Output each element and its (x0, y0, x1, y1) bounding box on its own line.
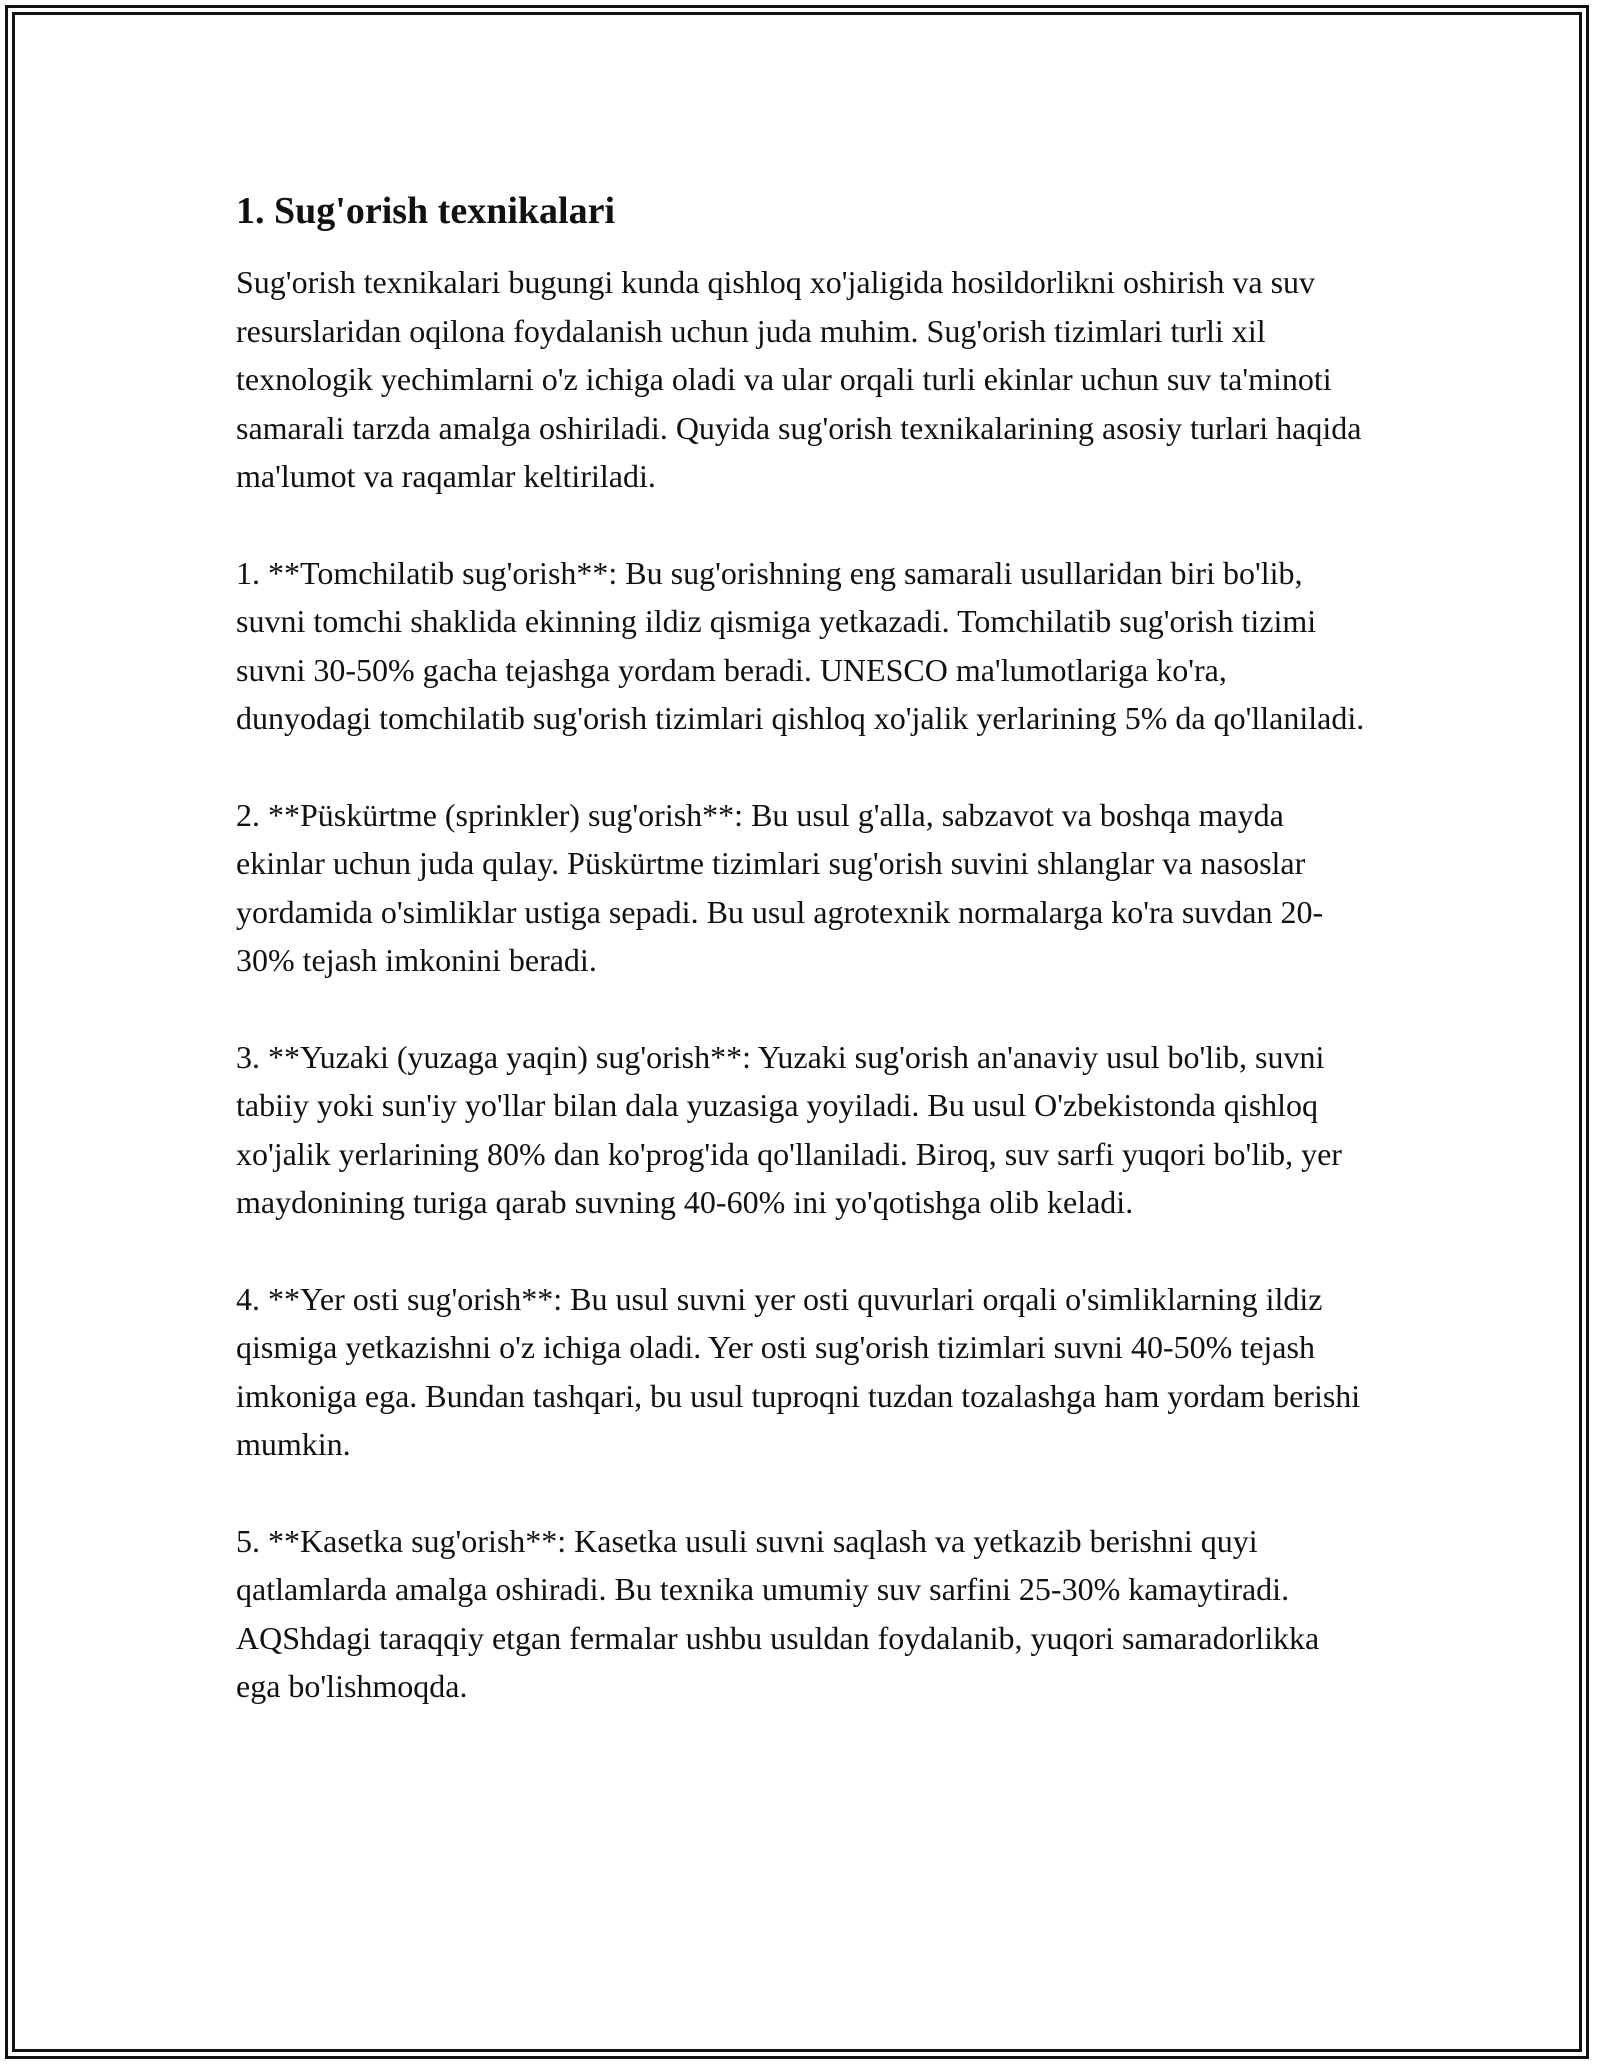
list-item-sprinkler-irrigation: 2. **Püskürtme (sprinkler) sug'orish**: Bu usul g'alla, sabzavot va boshqa mayda ekinlar uchun juda qulay. Püskürtme tizimlari sug'orish suvini shlanglar va nasoslar yordamida o'simliklar ustiga sepadi. Bu usul agrotexnik normalarga ko'ra suvdan 20-30% tejash imkonini beradi. (236, 796, 1324, 978)
intro-paragraph: Sug'orish texnikalari bugungi kunda qishloq xo'jaligida hosildorlikni oshirish va suv resurslaridan oqilona foydalanish uchun juda muhim. Sug'orish tizimlari turli xil texnologik yechimlarni o'z ichiga oladi va ular orqali turli ekinlar uchun suv ta'minoti samarali tarzda amalga oshiriladi. Quyida sug'orish texnikalarining asosiy turlari haqida ma'lumot va raqamlar keltiriladi. (236, 264, 1362, 494)
document-body (236, 186, 1366, 1759)
list-item-cassette-irrigation: 5. **Kasetka sug'orish**: Kasetka usuli suvni saqlash va yetkazib berishni quyi qatlamlarda amalga oshiradi. Bu texnika umumiy suv sarfini 25-30% kamaytiradi. AQShdagi taraqqiy etgan fermalar ushbu usuldan foydalanib, yuqori samaradorlikka ega bo'lishmoqda. (236, 1522, 1320, 1704)
section-heading: 1. Sug'orish texnikalari (236, 190, 615, 232)
list-item-subsurface-irrigation: 4. **Yer osti sug'orish**: Bu usul suvni yer osti quvurlari orqali o'simliklarning ildiz qismiga yetkazishni o'z ichiga oladi. Yer osti sug'orish tizimlari suvni 40-50% tejash imkoniga ega. Bundan tashqari, bu usul tuproqni tuzdan tozalashga ham yordam berishi mumkin. (236, 1280, 1361, 1462)
list-item-surface-irrigation: 3. **Yuzaki (yuzaga yaqin) sug'orish**: Yuzaki sug'orish an'anaviy usul bo'lib, suvni tabiiy yoki sun'iy yo'llar bilan dala yuzasiga yoyiladi. Bu usul O'zbekistonda qishloq xo'jalik yerlarining 80% dan ko'prog'ida qo'llaniladi. Biroq, suv sarfi yuqori bo'lib, yer maydonining turiga qarab suvning 40-60% ini yo'qotishga olib keladi. (236, 1038, 1342, 1220)
list-item-drip-irrigation: 1. **Tomchilatib sug'orish**: Bu sug'orishning eng samarali usullaridan biri bo'lib, suvni tomchi shaklida ekinning ildiz qismiga yetkazadi. Tomchilatib sug'orish tizimi suvni 30-50% gacha tejashga yordam beradi. UNESCO ma'lumotlariga ko'ra, dunyodagi tomchilatib sug'orish tizimlari qishloq xo'jalik yerlarining 5% da qo'llaniladi. (236, 554, 1365, 736)
